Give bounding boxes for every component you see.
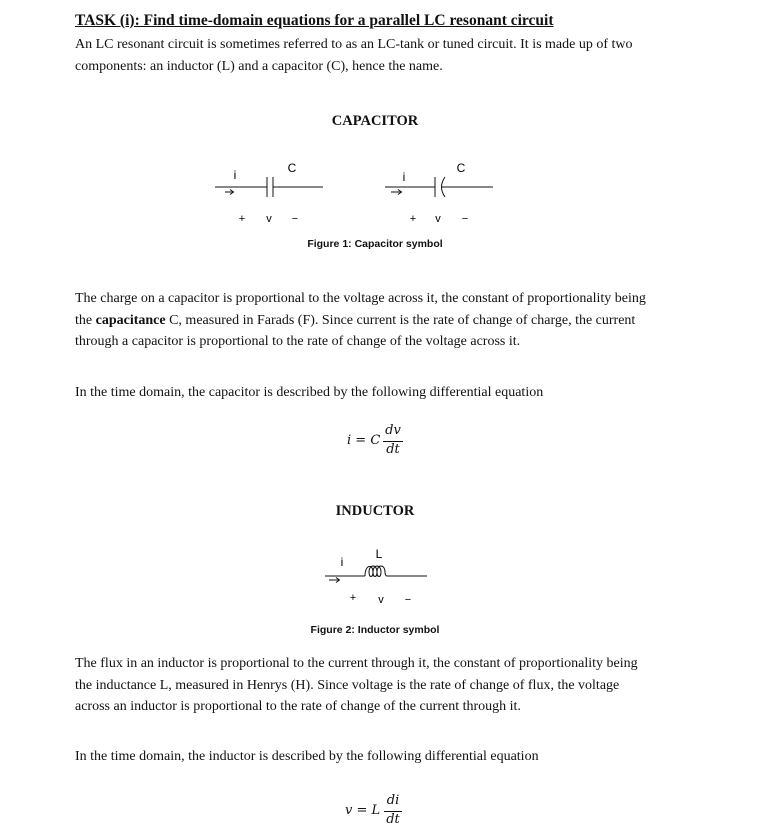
inductor-voltage-label: v (378, 594, 384, 606)
intro-paragraph (75, 34, 685, 77)
inductor-heading: INDUCTOR (335, 503, 415, 519)
capacitor-plus-label: + (238, 213, 246, 225)
inductor-paragraph (75, 653, 685, 718)
capacitor2-minus-label: − (461, 213, 469, 225)
capacitor-minus-label: − (291, 213, 299, 225)
inductor-plus-label: + (349, 592, 357, 604)
inductor-minus-label: − (404, 594, 412, 606)
capacitor-equation-denominator: dt (386, 442, 400, 457)
capacitor-paragraph (75, 288, 685, 353)
intro-line-1: An LC resonant circuit is sometimes referred to as an LC-tank or tuned circuit. It is made up of two (75, 37, 633, 52)
inductor-para-line-3: across an inductor is proportional to the rate of change of the current through it. (75, 699, 521, 714)
inductor-equation (345, 793, 415, 831)
capacitor-para-line-1: The charge on a capacitor is proportional to the voltage across it, the constant of proportionality being (75, 291, 646, 306)
intro-line-2: components: an inductor (L) and a capacitor (C), hence the name. (75, 58, 443, 74)
capacitor-para-line-2 (75, 310, 685, 332)
task-title: TASK (i): Find time-domain equations for a parallel LC resonant circuit (75, 12, 554, 29)
capacitor-equation-numerator: dv (385, 423, 401, 438)
capacitor-current-label: i (233, 168, 237, 182)
capacitor2-component-label: C (456, 161, 466, 175)
inductor-current-label: i (340, 555, 344, 569)
inductor-para-line-2: the inductance L, measured in Henrys (H). Since voltage is the rate of change of flux, the voltage (75, 677, 620, 693)
inductor-equation-numerator: di (386, 793, 400, 808)
inductor-component-label: L (375, 547, 383, 561)
capacitor-para-line-2-suffix: C, measured in Farads (F). Since current is the rate of change of charge, the current (165, 312, 636, 328)
inductor-equation-denominator: dt (386, 812, 400, 827)
capacitor-equation-lhs: i = C (347, 433, 381, 448)
inductor-para-line-1: The flux in an inductor is proportional to the current through it, the constant of proportionality being (75, 656, 638, 671)
capacitor-symbol-curved (385, 161, 493, 225)
inductor-diff-intro: In the time domain, the inductor is described by the following differential equation (75, 749, 539, 764)
capacitor-para-line-2-prefix: the (75, 312, 96, 328)
capacitance-term: capacitance (95, 312, 166, 328)
inductor-figure-caption: Figure 2: Inductor symbol (310, 624, 440, 636)
capacitor-component-label: C (287, 161, 297, 175)
capacitor2-current-label: i (402, 170, 406, 184)
capacitor-voltage-label: v (266, 213, 272, 225)
capacitor2-voltage-label: v (435, 213, 441, 225)
capacitor2-plus-label: + (409, 213, 417, 225)
capacitor-para-line-3: through a capacitor is proportional to the rate of change of the voltage across it. (75, 334, 521, 349)
capacitor-symbols-figure (195, 155, 515, 230)
capacitor-figure-caption: Figure 1: Capacitor symbol (307, 238, 443, 250)
capacitor-heading: CAPACITOR (331, 113, 419, 129)
inductor-equation-lhs: v = L (345, 803, 381, 818)
capacitor-symbol-polarized (215, 161, 323, 225)
capacitor-equation (347, 423, 417, 459)
inductor-symbol (315, 542, 440, 610)
capacitor-diff-intro: In the time domain, the capacitor is described by the following differential equation (75, 385, 544, 400)
